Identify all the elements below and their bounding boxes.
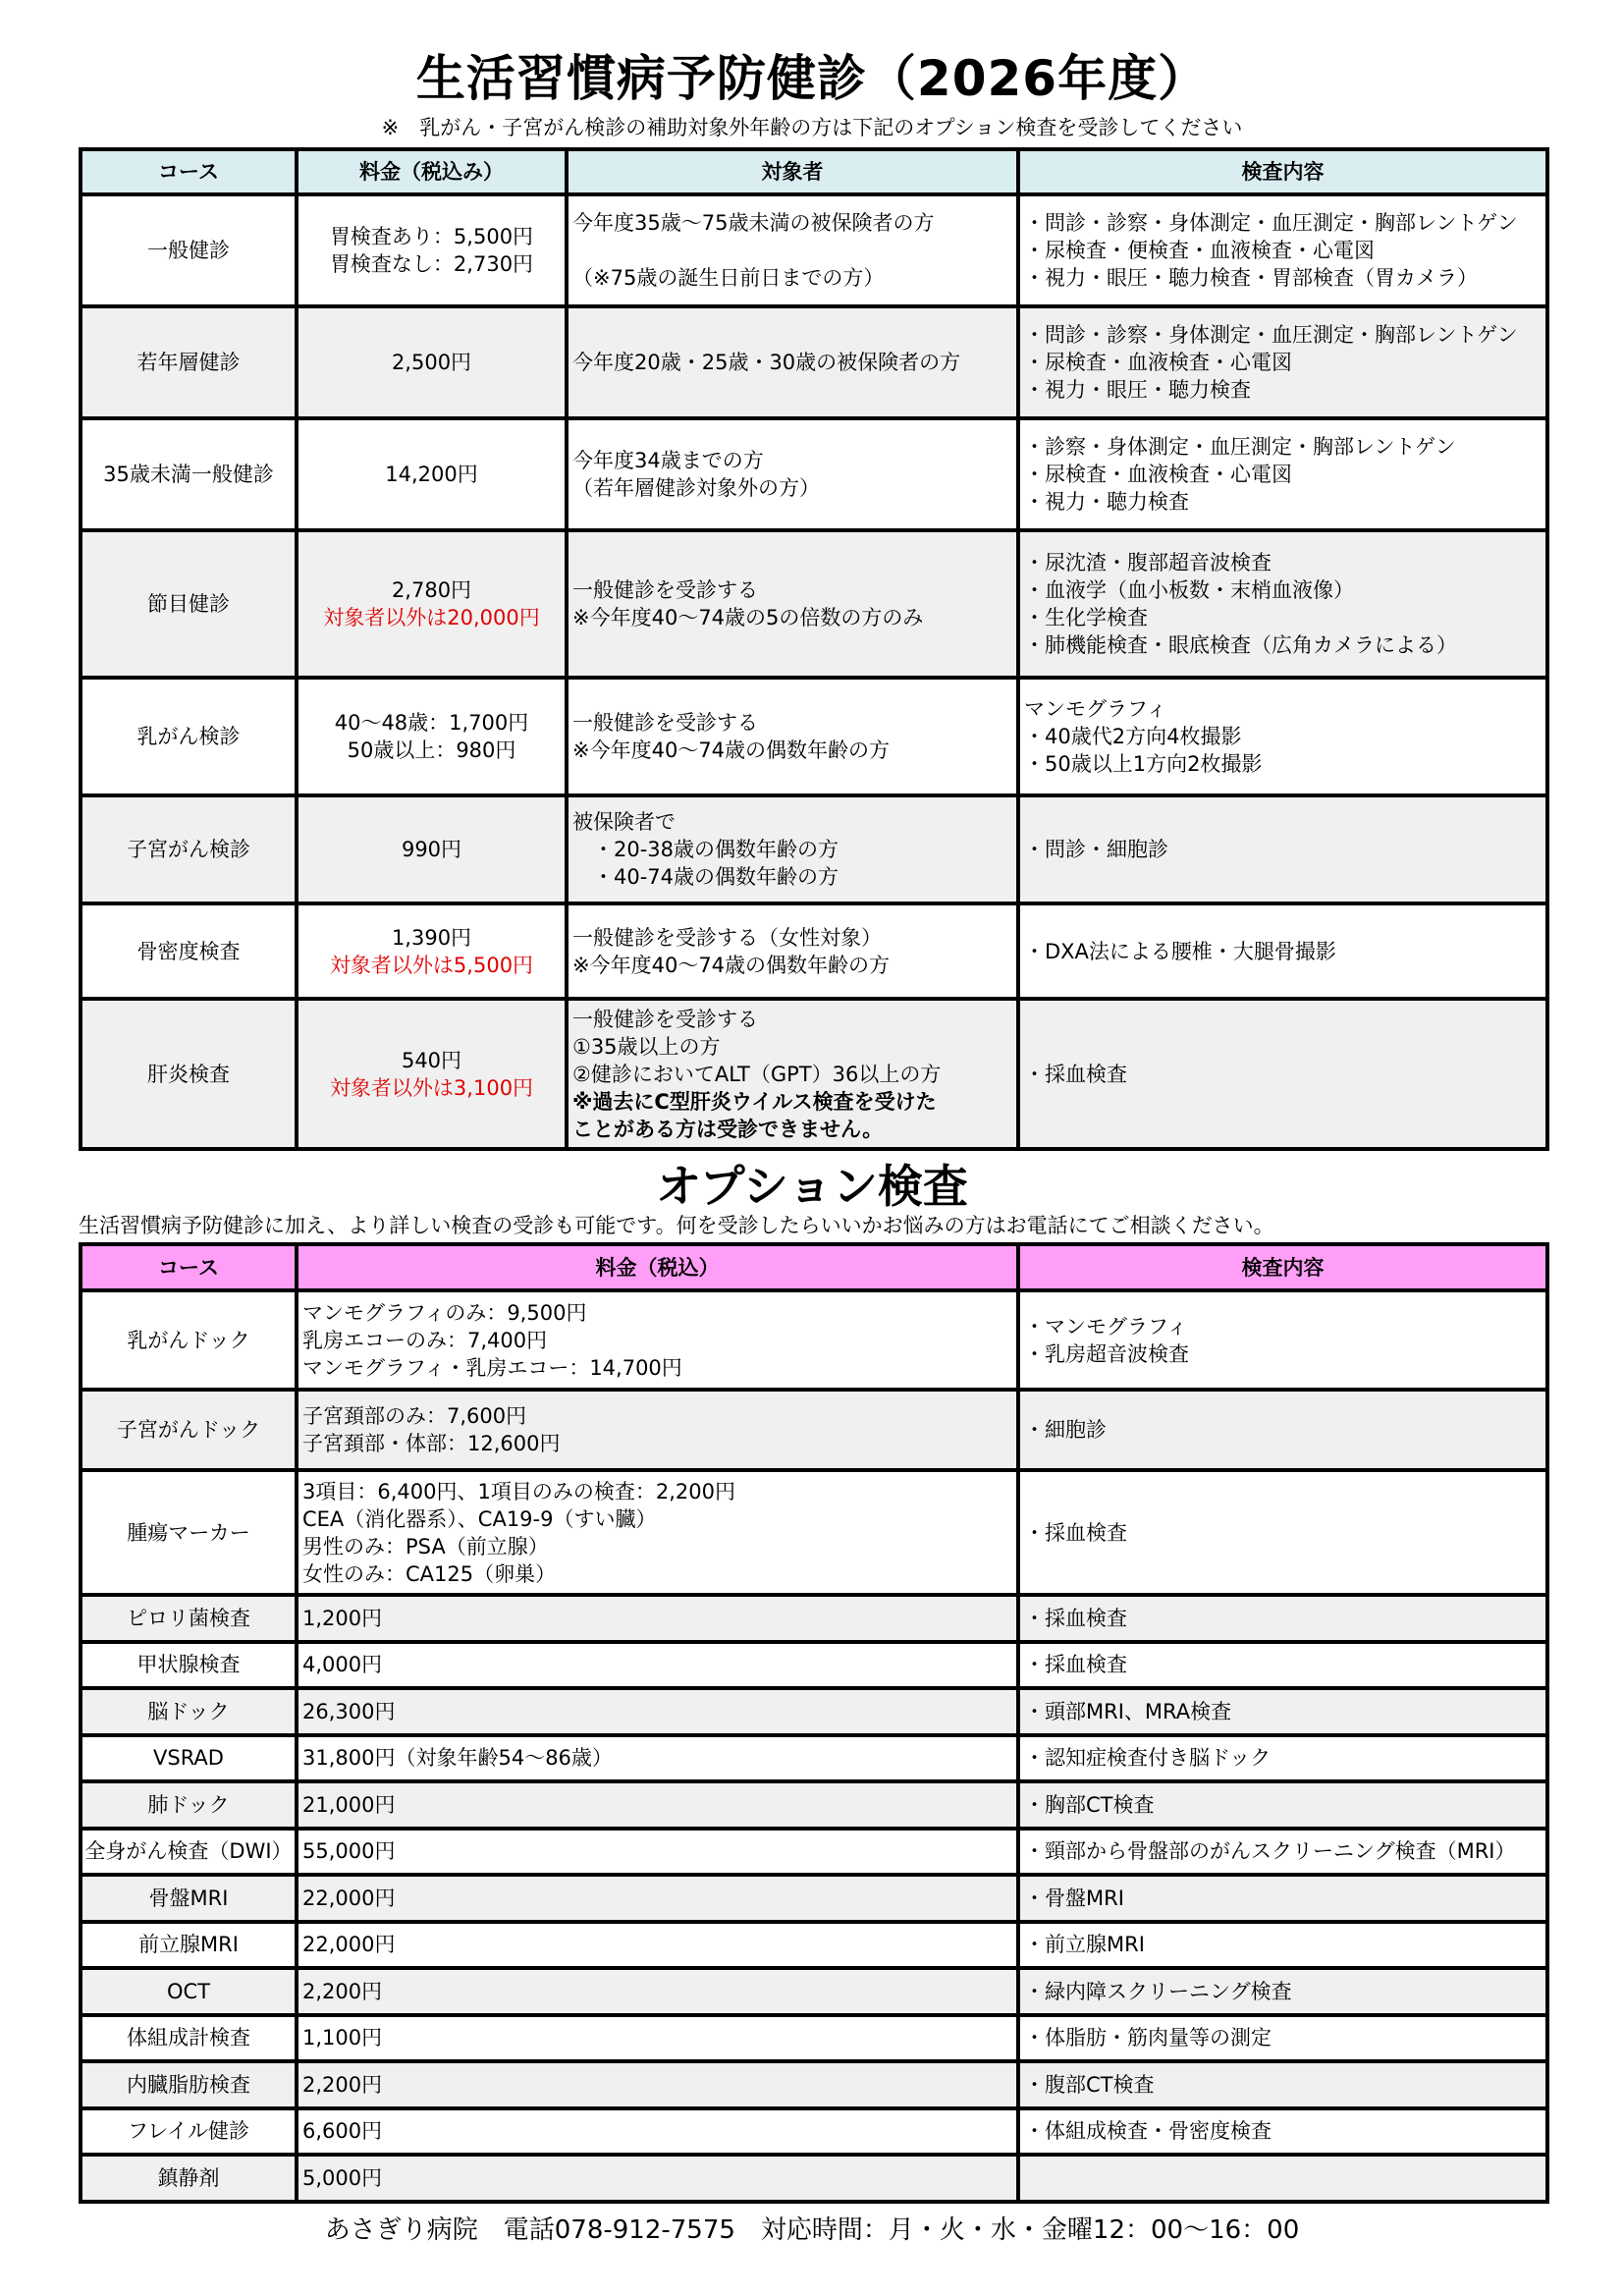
target-line: ・40-74歳の偶数年齢の方 (572, 865, 839, 889)
option-row (81, 1642, 1547, 1689)
course-name: 子宮がん検診 (81, 795, 297, 903)
contents-cell (1018, 1922, 1547, 1969)
contents-cell (1018, 1829, 1547, 1876)
course-name: 鎮静剤 (81, 2155, 297, 2202)
contents-line: ・視力・聴力検査 (1024, 490, 1189, 514)
price-line: 女性のみ：CA125（卵巣） (302, 1561, 557, 1586)
target-line: ※今年度40～74歳の5の倍数の方のみ (572, 606, 924, 629)
target-line: 一般健診を受診する（女性対象） (572, 925, 882, 950)
price-cell (297, 1735, 1018, 1782)
table-row (81, 999, 1547, 1149)
contents-cell (1018, 2015, 1547, 2062)
option-row (81, 1595, 1547, 1642)
contents-line: ・採血検査 (1024, 1606, 1127, 1630)
target-cell (567, 795, 1018, 903)
contents-cell (1018, 795, 1547, 903)
option-row (81, 2155, 1547, 2202)
subsidy-note: ※ 乳がん・子宮がん検診の補助対象外年齢の方は下記のオプション検査を受診してください (381, 116, 1243, 139)
price-cell (297, 1290, 1018, 1390)
contents-line: ・骨盤MRI (1024, 1886, 1124, 1910)
checkup-table-header (81, 149, 1547, 194)
contents-cell (1018, 1735, 1547, 1782)
target-line: 今年度20歳・25歳・30歳の被保険者の方 (572, 351, 961, 374)
contents-cell (1018, 1390, 1547, 1470)
target-line: 今年度35歳～75歳未満の被保険者の方 (572, 211, 935, 235)
price-line: 2,500円 (391, 351, 472, 374)
target-cell (567, 418, 1018, 530)
options-table-header (81, 1244, 1547, 1290)
course-name: 甲状腺検査 (81, 1642, 297, 1689)
option-row (81, 1781, 1547, 1829)
price-cell (297, 306, 567, 418)
contents-line: ・尿沈渣・腹部超音波検査 (1024, 551, 1272, 574)
contents-line: ・尿検査・血液検査・心電図 (1024, 351, 1292, 374)
contents-cell (1018, 1688, 1547, 1735)
target-line: ・20-38歳の偶数年齢の方 (572, 838, 839, 861)
contents-cell (1018, 1595, 1547, 1642)
contents-line: ・問診・細胞診 (1024, 838, 1168, 861)
header-contents: 検査内容 (1018, 1244, 1547, 1290)
contents-line: ・体組成検査・骨密度検査 (1024, 2119, 1272, 2144)
target-line: 一般健診を受診する (572, 578, 758, 602)
option-row (81, 1968, 1547, 2015)
target-cell (567, 306, 1018, 418)
price-cell (297, 1922, 1018, 1969)
contents-cell (1018, 903, 1547, 999)
course-name: VSRAD (81, 1735, 297, 1782)
price-cell (297, 530, 567, 678)
option-row (81, 1290, 1547, 1390)
non-eligible-price: 対象者以外は20,000円 (323, 606, 540, 629)
price-line: 21,000円 (302, 1792, 396, 1817)
price-line: 2,780円 (391, 578, 472, 602)
option-row (81, 1688, 1547, 1735)
contents-line: ・視力・眼圧・聴力検査 (1024, 378, 1251, 402)
contents-line: ・頭部MRI、MRA検査 (1024, 1699, 1232, 1723)
header-target: 対象者 (567, 149, 1018, 194)
contents-cell (1018, 418, 1547, 530)
price-line: 14,200円 (385, 463, 478, 486)
price-cell (297, 1968, 1018, 2015)
course-name: 一般健診 (81, 194, 297, 306)
contents-line: ・視力・眼圧・聴力検査・胃部検査（胃カメラ） (1024, 266, 1478, 290)
contents-cell (1018, 2155, 1547, 2202)
contents-line: ・採血検査 (1024, 1062, 1127, 1086)
contents-line: マンモグラフィ (1024, 697, 1167, 721)
price-cell (297, 2155, 1018, 2202)
target-cell (567, 903, 1018, 999)
contents-cell (1018, 1968, 1547, 2015)
target-line: ①35歳以上の方 (572, 1034, 721, 1059)
target-cell (567, 678, 1018, 795)
contents-cell (1018, 2108, 1547, 2156)
price-line: 1,390円 (391, 925, 472, 950)
table-row (81, 903, 1547, 999)
course-name: 35歳未満一般健診 (81, 418, 297, 530)
contents-line: ・尿検査・血液検査・心電図 (1024, 463, 1292, 486)
price-line: 子宮頚部のみ：7,600円 (302, 1404, 527, 1428)
price-cell (297, 1642, 1018, 1689)
table-row (81, 795, 1547, 903)
contents-line: ・40歳代2方向4枚撮影 (1024, 725, 1242, 748)
hospital-contact-footer: あさぎり病院 電話078-912-7575 対応時間：月・火・水・金曜12：00～16：00 (324, 2215, 1300, 2245)
price-line: 4,000円 (302, 1653, 383, 1677)
contents-line: ・肺機能検査・眼底検査（広角カメラによる） (1024, 633, 1457, 657)
price-line: 55,000円 (302, 1839, 396, 1864)
price-line: 990円 (401, 838, 462, 861)
course-name: ピロリ菌検査 (81, 1595, 297, 1642)
option-row (81, 2108, 1547, 2156)
price-line: 胃検査あり：5,500円 (329, 225, 534, 248)
course-name: 体組成計検査 (81, 2015, 297, 2062)
contents-cell (1018, 1781, 1547, 1829)
target-line: 被保険者で (572, 810, 676, 834)
target-line: 一般健診を受診する (572, 711, 758, 735)
contents-line: ・マンモグラフィ (1024, 1314, 1188, 1339)
price-cell (297, 999, 567, 1149)
price-line: 男性のみ：PSA（前立腺） (302, 1534, 549, 1558)
target-cell (567, 530, 1018, 678)
target-line: ②健診においてALT（GPT）36以上の方 (572, 1062, 942, 1086)
price-line: 2,200円 (302, 1979, 383, 2003)
price-cell (297, 2015, 1018, 2062)
course-name: OCT (81, 1968, 297, 2015)
course-name: 肺ドック (81, 1781, 297, 1829)
options-note: 生活習慣病予防健診に加え、より詳しい検査の受診も可能です。何を受診したらいいかお悩みの方はお電話にてご相談ください。 (79, 1214, 1274, 1237)
price-line: 乳房エコーのみ：7,400円 (302, 1328, 548, 1352)
price-line: 40～48歳：1,700円 (334, 711, 529, 735)
contents-line: ・乳房超音波検査 (1024, 1341, 1189, 1366)
option-row (81, 1470, 1547, 1595)
target-line: ※今年度40～74歳の偶数年齢の方 (572, 953, 891, 977)
option-row (81, 1922, 1547, 1969)
contents-cell (1018, 1290, 1547, 1390)
price-line: 胃検査なし：2,730円 (329, 252, 534, 276)
course-name: 乳がん検診 (81, 678, 297, 795)
non-eligible-price: 対象者以外は5,500円 (329, 953, 534, 977)
option-row (81, 2015, 1547, 2062)
contents-line: ・胸部CT検査 (1024, 1792, 1155, 1817)
page-title: 生活習慣病予防健診（2026年度） (415, 50, 1209, 107)
checkup-table (79, 147, 1549, 1151)
target-line: 今年度34歳までの方 (572, 449, 764, 472)
warning-line: ※過去にC型肝炎ウイルス検査を受けた (572, 1089, 937, 1114)
contents-cell (1018, 1642, 1547, 1689)
header-price: 料金（税込み） (297, 149, 567, 194)
contents-cell (1018, 1875, 1547, 1922)
course-name: 骨盤MRI (81, 1875, 297, 1922)
course-name: 肝炎検査 (81, 999, 297, 1149)
target-line (572, 237, 1016, 264)
header-course: コース (81, 149, 297, 194)
contents-line: ・採血検査 (1024, 1520, 1127, 1545)
price-cell (297, 2108, 1018, 2156)
option-row (81, 1735, 1547, 1782)
contents-line: ・尿検査・便検査・血液検査・心電図 (1024, 239, 1375, 262)
course-name: 腫瘍マーカー (81, 1470, 297, 1595)
contents-line: ・腹部CT検査 (1024, 2072, 1155, 2097)
contents-line: ・頸部から骨盤部のがんスクリーニング検査（MRI） (1024, 1839, 1516, 1864)
price-line: マンモグラフィのみ：9,500円 (302, 1300, 587, 1325)
option-row (81, 1875, 1547, 1922)
price-line: 22,000円 (302, 1933, 396, 1957)
non-eligible-price: 対象者以外は3,100円 (329, 1075, 534, 1100)
target-cell (567, 999, 1018, 1149)
contents-line: ・細胞診 (1024, 1418, 1107, 1442)
contents-cell (1018, 1470, 1547, 1595)
price-cell (297, 795, 567, 903)
contents-line: ・DXA法による腰椎・大腿骨撮影 (1024, 939, 1336, 963)
course-name: 全身がん検査（DWI） (81, 1829, 297, 1876)
contents-line: ・採血検査 (1024, 1653, 1127, 1677)
contents-line: ・生化学検査 (1024, 606, 1148, 629)
price-line: 1,100円 (302, 2026, 383, 2050)
header-price: 料金（税込） (297, 1244, 1018, 1290)
contents-line: ・体脂肪・筋肉量等の測定 (1024, 2026, 1272, 2050)
price-line: 22,000円 (302, 1886, 396, 1910)
options-table (79, 1242, 1549, 2204)
price-line: 540円 (401, 1048, 462, 1072)
table-row (81, 306, 1547, 418)
course-name: 若年層健診 (81, 306, 297, 418)
price-line: 26,300円 (302, 1699, 396, 1723)
header-contents: 検査内容 (1018, 149, 1547, 194)
contents-line: ・緑内障スクリーニング検査 (1024, 1979, 1292, 2003)
price-line: 2,200円 (302, 2072, 383, 2097)
course-name: 前立腺MRI (81, 1922, 297, 1969)
price-cell (297, 1470, 1018, 1595)
price-cell (297, 1595, 1018, 1642)
price-cell (297, 2061, 1018, 2108)
price-line: 子宮頚部・体部：12,600円 (302, 1432, 561, 1455)
price-line: 1,200円 (302, 1606, 383, 1630)
contents-cell (1018, 530, 1547, 678)
target-line: ※今年度40～74歳の偶数年齢の方 (572, 738, 891, 762)
price-cell (297, 678, 567, 795)
course-name: フレイル健診 (81, 2108, 297, 2156)
course-name: 脳ドック (81, 1688, 297, 1735)
course-name: 骨密度検査 (81, 903, 297, 999)
option-row (81, 1829, 1547, 1876)
course-name: 内臓脂肪検査 (81, 2061, 297, 2108)
price-line: 3項目：6,400円、1項目のみの検査：2,200円 (302, 1479, 735, 1503)
options-title: オプション検査 (656, 1160, 968, 1213)
contents-line: ・診察・身体測定・血圧測定・胸部レントゲン (1024, 435, 1456, 459)
price-cell (297, 418, 567, 530)
target-line: （※75歳の誕生日前日までの方） (572, 266, 885, 290)
header-course: コース (81, 1244, 297, 1290)
price-cell (297, 1829, 1018, 1876)
contents-line: ・血液学（血小板数・末梢血液像） (1024, 578, 1354, 602)
contents-cell (1018, 678, 1547, 795)
course-name: 乳がんドック (81, 1290, 297, 1390)
option-row (81, 2061, 1547, 2108)
contents-cell (1018, 194, 1547, 306)
table-row (81, 194, 1547, 306)
warning-line: ことがある方は受診できません。 (572, 1117, 884, 1141)
price-cell (297, 194, 567, 306)
course-name: 子宮がんドック (81, 1390, 297, 1470)
contents-line: ・問診・診察・身体測定・血圧測定・胸部レントゲン (1024, 211, 1518, 235)
price-line: 5,000円 (302, 2165, 383, 2190)
price-cell (297, 1688, 1018, 1735)
target-line: （若年層健診対象外の方） (572, 476, 820, 500)
contents-line: ・認知症検査付き脳ドック (1024, 1746, 1272, 1771)
price-line: CEA（消化器系）、CA19-9（すい臓） (302, 1506, 657, 1531)
contents-line: ・問診・診察・身体測定・血圧測定・胸部レントゲン (1024, 323, 1518, 347)
price-line: マンモグラフィ・乳房エコー：14,700円 (302, 1355, 682, 1380)
price-cell (297, 1390, 1018, 1470)
table-row (81, 678, 1547, 795)
price-line: 6,600円 (302, 2119, 383, 2144)
price-cell (297, 1781, 1018, 1829)
target-cell (567, 194, 1018, 306)
price-line: 31,800円（対象年齢54～86歳） (302, 1746, 613, 1771)
target-line: 一般健診を受診する (572, 1007, 758, 1031)
contents-cell (1018, 306, 1547, 418)
contents-cell (1018, 999, 1547, 1149)
price-cell (297, 903, 567, 999)
table-row (81, 418, 1547, 530)
contents-line: ・前立腺MRI (1024, 1933, 1145, 1957)
price-cell (297, 1875, 1018, 1922)
contents-line: ・50歳以上1方向2枚撮影 (1024, 752, 1263, 776)
price-line: 50歳以上：980円 (347, 738, 516, 762)
course-name: 節目健診 (81, 530, 297, 678)
option-row (81, 1390, 1547, 1470)
contents-cell (1018, 2061, 1547, 2108)
table-row (81, 530, 1547, 678)
